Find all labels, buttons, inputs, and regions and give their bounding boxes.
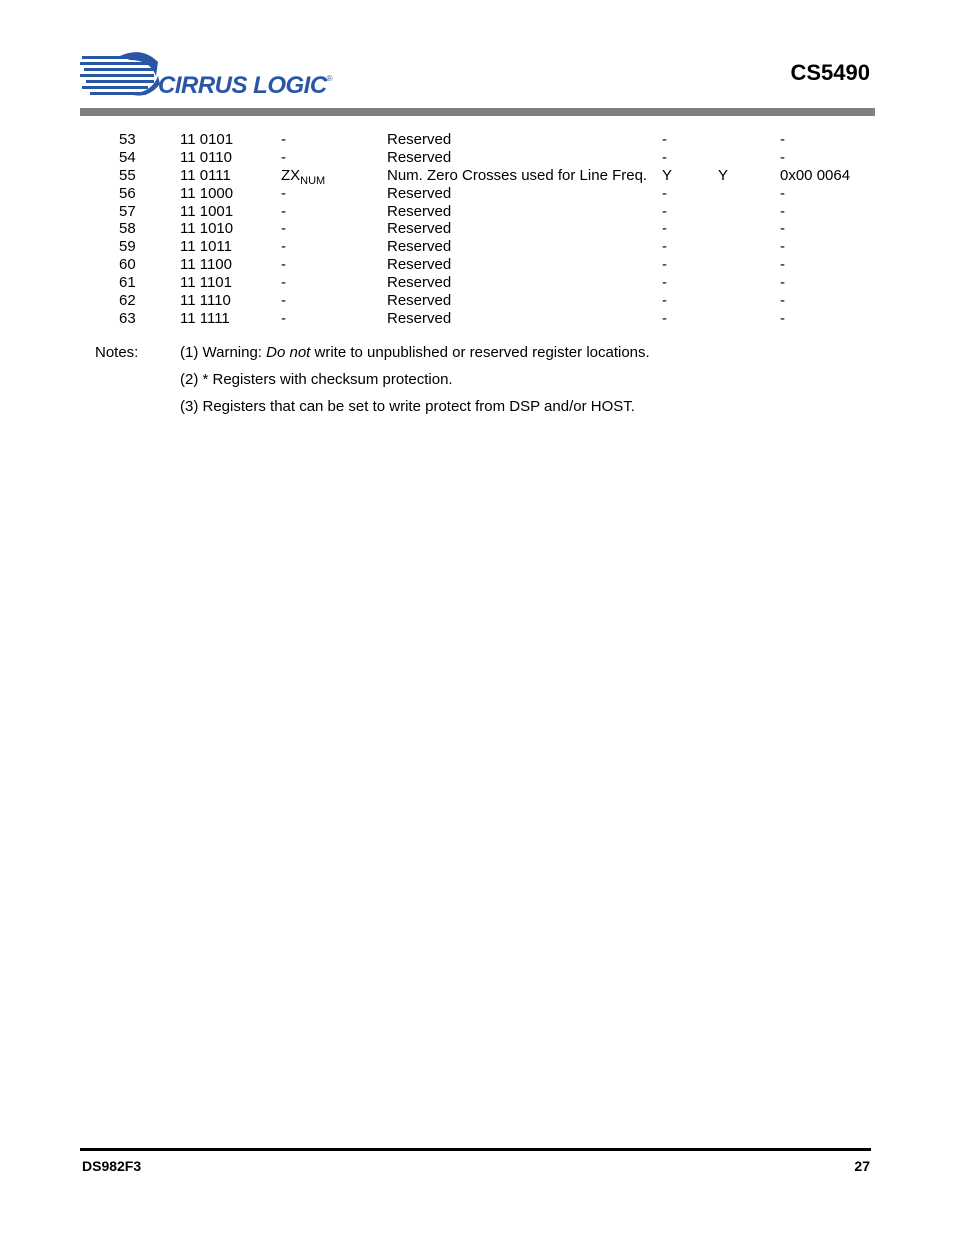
register-name (281, 220, 286, 238)
register-default: - (780, 148, 785, 166)
register-name (281, 310, 286, 328)
register-binary: 11 0110 (180, 148, 232, 166)
register-default: - (780, 274, 785, 292)
register-name (281, 149, 286, 167)
register-name (281, 256, 286, 274)
register-description: Reserved (387, 309, 452, 327)
table-row (0, 256, 954, 274)
table-row (0, 185, 954, 203)
register-binary: 11 0101 (180, 131, 234, 148)
register-description: Reserved (387, 292, 452, 310)
register-binary: 11 1111 (180, 309, 230, 327)
register-name-main: - (281, 238, 286, 256)
register-name-main: - (281, 202, 286, 220)
registered-mark: ® (326, 74, 333, 83)
register-binary: 11 1001 (180, 202, 234, 220)
register-name-main: - (281, 131, 286, 148)
table-row (0, 238, 954, 256)
note-1-suffix: write to unpublished or reserved register locations. (310, 344, 650, 361)
table-row (0, 310, 954, 328)
register-dsp: - (662, 256, 667, 274)
register-name-main: - (281, 220, 286, 238)
register-dsp: - (662, 309, 667, 327)
register-address: 63 (119, 309, 136, 327)
note-1 (180, 344, 650, 361)
register-address: 57 (119, 202, 136, 220)
footer-page-number: 27 (854, 1158, 870, 1174)
table-row (0, 149, 954, 167)
footer-doc-id: DS982F3 (82, 1158, 142, 1174)
register-description: Reserved (387, 148, 452, 166)
register-address: 60 (119, 256, 136, 274)
register-dsp: - (662, 184, 667, 202)
register-name (281, 185, 286, 203)
register-address: 53 (119, 131, 136, 148)
logo-wordmark (158, 72, 332, 100)
register-description: Reserved (387, 184, 452, 202)
register-default: - (780, 292, 785, 310)
register-dsp: - (662, 274, 667, 292)
header-divider (80, 108, 875, 116)
register-name-main: ZX (281, 166, 301, 184)
product-title: CS5490 (790, 60, 870, 85)
note-1-emphasis: Do not (266, 344, 311, 361)
register-description: Reserved (387, 131, 452, 148)
register-name-main: - (281, 274, 286, 292)
register-description: Reserved (387, 256, 452, 274)
table-row (0, 274, 954, 292)
table-row (0, 167, 954, 185)
register-address: 61 (119, 274, 136, 292)
register-default: - (780, 184, 785, 202)
register-dsp: - (662, 131, 667, 148)
logo-text: CIRRUS LOGIC (158, 72, 327, 99)
register-name-subscript: NUM (300, 174, 326, 187)
table-row (0, 220, 954, 238)
register-default: - (780, 131, 785, 148)
note-3: (3) Registers that can be set to write protect from DSP and/or HOST. (180, 398, 635, 415)
register-host: Y (718, 166, 729, 184)
register-dsp: - (662, 220, 667, 238)
register-dsp: - (662, 148, 667, 166)
register-name (281, 131, 286, 149)
register-description: Reserved (387, 220, 452, 238)
register-name-main: - (281, 292, 286, 310)
notes-label: Notes: (95, 344, 139, 361)
note-1-prefix: (1) Warning: (180, 344, 267, 361)
register-dsp: - (662, 202, 667, 220)
footer-divider (80, 1148, 871, 1151)
register-description: Reserved (387, 274, 452, 292)
register-name (281, 238, 286, 256)
register-default: - (780, 220, 785, 238)
register-address: 62 (119, 292, 136, 310)
register-description: Reserved (387, 238, 452, 256)
register-address: 58 (119, 220, 136, 238)
register-address: 59 (119, 238, 136, 256)
table-row (0, 292, 954, 310)
register-name (281, 203, 286, 221)
register-default: - (780, 256, 785, 274)
register-description: Num. Zero Crosses used for Line Freq. (387, 166, 648, 184)
register-binary: 11 1100 (180, 256, 232, 274)
register-address: 56 (119, 184, 136, 202)
register-address: 54 (119, 148, 136, 166)
register-address: 55 (119, 166, 136, 184)
register-binary: 11 1011 (180, 238, 232, 256)
register-binary: 11 0111 (180, 166, 231, 184)
register-binary: 11 1110 (180, 292, 231, 310)
table-row (0, 131, 954, 149)
register-name (281, 274, 286, 292)
register-binary: 11 1010 (180, 220, 234, 238)
table-row (0, 203, 954, 221)
register-dsp: - (662, 238, 667, 256)
register-name-main: - (281, 184, 286, 202)
register-default: - (780, 309, 785, 327)
register-dsp: - (662, 292, 667, 310)
note-2: (2) * Registers with checksum protection. (180, 371, 453, 388)
register-binary: 11 1101 (180, 274, 232, 292)
register-name (281, 292, 286, 310)
register-description: Reserved (387, 202, 452, 220)
register-name (281, 167, 325, 185)
register-default: - (780, 238, 785, 256)
register-dsp: Y (662, 166, 673, 184)
register-name-main: - (281, 148, 286, 166)
register-binary: 11 1000 (180, 184, 234, 202)
register-default: - (780, 202, 785, 220)
register-name-main: - (281, 309, 286, 327)
register-default: 0x00 0064 (780, 166, 851, 184)
register-name-main: - (281, 256, 286, 274)
register-table (0, 131, 954, 328)
